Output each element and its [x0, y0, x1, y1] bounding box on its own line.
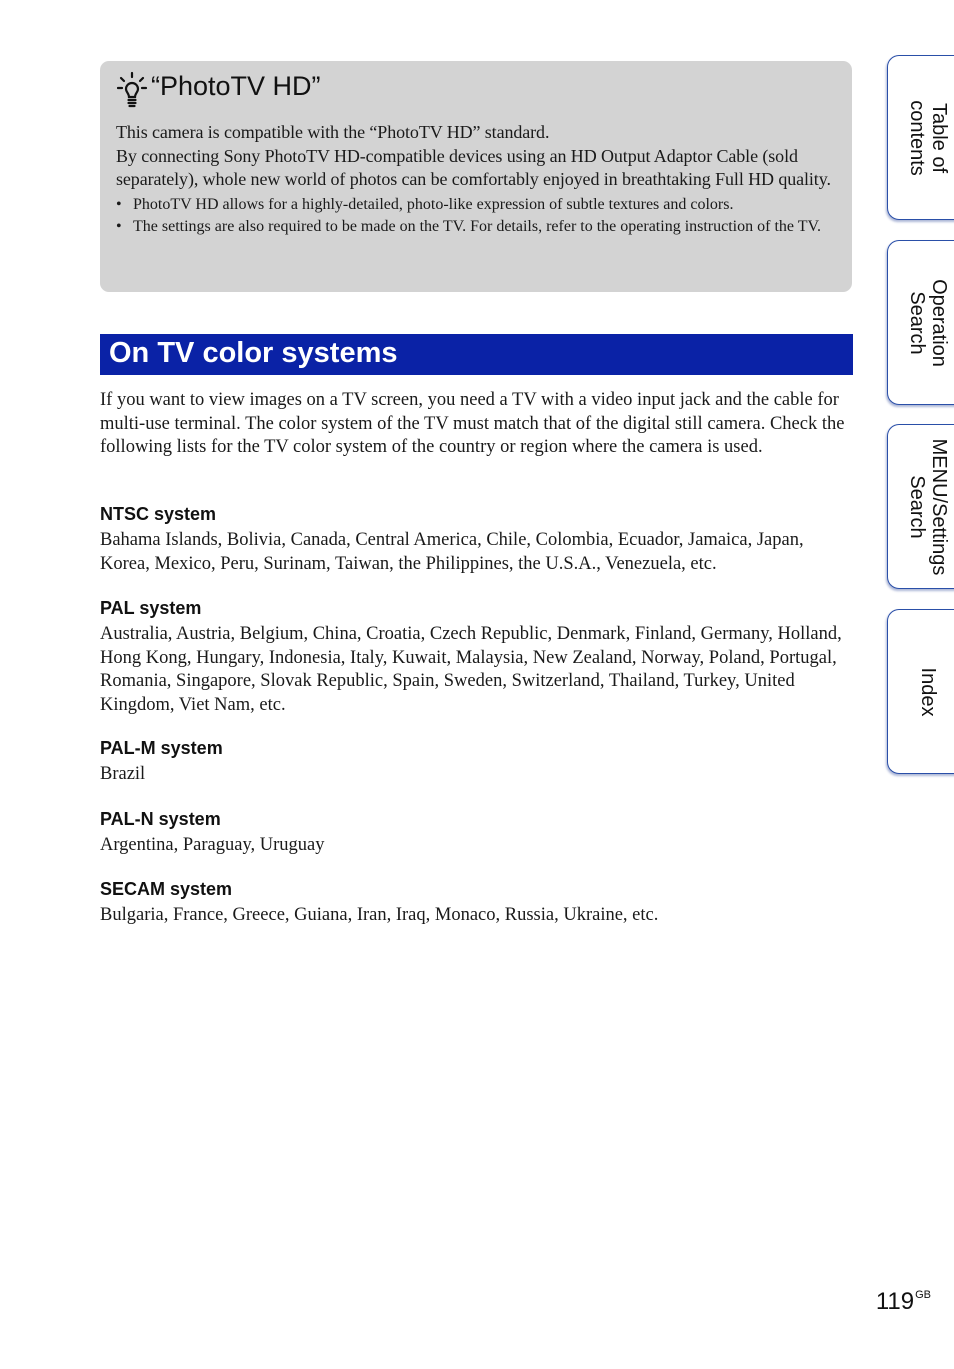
bullet-symbol: • — [116, 217, 122, 235]
nav-tab-operation-search[interactable] — [887, 240, 954, 405]
system-heading: PAL system — [100, 598, 202, 618]
tip-bullet-text: The settings are also required to be made on the TV. For details, refer to the operating instruction of the TV. — [133, 217, 821, 235]
system-heading: SECAM system — [100, 879, 233, 899]
tip-box — [100, 61, 852, 292]
page-number-value: 119 — [875, 1288, 915, 1315]
system-countries: Brazil — [100, 764, 146, 784]
tip-header — [116, 71, 836, 121]
nav-tab-label: Index — [916, 667, 939, 716]
bullet-symbol: • — [116, 195, 122, 213]
tip-bullet-item — [116, 194, 833, 216]
tip-bullet-item — [116, 216, 833, 238]
section-heading-bar — [100, 334, 853, 375]
system-block-pal-m — [100, 737, 855, 787]
system-block-pal — [100, 597, 855, 717]
system-block-pal-n — [100, 808, 855, 858]
system-heading: PAL-M system — [100, 738, 223, 758]
tip-title: “PhotoTV HD” — [151, 71, 321, 101]
nav-tab-label: MENU/Settings Search — [905, 438, 950, 575]
nav-tab-table-of-contents[interactable] — [887, 55, 954, 220]
system-heading: NTSC system — [100, 504, 217, 524]
nav-tab-index[interactable] — [887, 609, 954, 774]
tip-bullet-text: PhotoTV HD allows for a highly-detailed, photo-like expression of subtle textures and colors. — [133, 195, 734, 213]
tip-paragraph: This camera is compatible with the “PhotoTV HD” standard. — [116, 122, 550, 142]
system-block-secam — [100, 878, 855, 928]
lightbulb-hint-icon — [117, 71, 151, 115]
nav-tab-label: Operation Search — [905, 278, 950, 367]
tip-paragraph: By connecting Sony PhotoTV HD-compatible devices using an HD Output Adaptor Cable (sold separately), whole new world of photos can be comfortably enjoyed in breathtaking Full HD quality. — [116, 145, 831, 189]
nav-tab-menu-settings-search[interactable] — [887, 424, 954, 589]
system-heading: PAL-N system — [100, 809, 221, 829]
system-countries: Argentina, Paraguay, Uruguay — [100, 835, 325, 855]
nav-tab-label: Table of contents — [905, 99, 950, 176]
section-title: On TV color systems — [109, 337, 398, 369]
section-intro: If you want to view images on a TV screen, you need a TV with a video input jack and the cable for multi-use terminal. The color system of the TV must match that of the digital still camera. Check the following lists for the TV color system of the country or region where the camera is used. — [100, 390, 845, 458]
system-countries: Bulgaria, France, Greece, Guiana, Iran, Iraq, Monaco, Russia, Ukraine, etc. — [100, 905, 659, 925]
system-block-ntsc — [100, 503, 855, 576]
system-countries: Australia, Austria, Belgium, China, Croatia, Czech Republic, Denmark, Finland, Germany, Holland, Hong Kong, Hungary, Indonesia, Italy, Kuwait, Malaysia, New Zealand, Norway, Poland, Portugal, Romania, Singapore, Slovak Republic, Spain, Sweden, Switzerland, Thailand, Turkey, United Kingdom, Viet Nam, etc. — [100, 624, 842, 715]
region-code: GB — [915, 1289, 931, 1301]
system-countries: Bahama Islands, Bolivia, Canada, Central America, Chile, Colombia, Ecuador, Jamaica, Japan, Korea, Mexico, Peru, Surinam, Taiwan, the Philippines, the U.S.A., Venezuela, etc. — [100, 530, 804, 574]
tip-bullet-list — [116, 194, 836, 238]
page-number — [876, 1288, 931, 1316]
